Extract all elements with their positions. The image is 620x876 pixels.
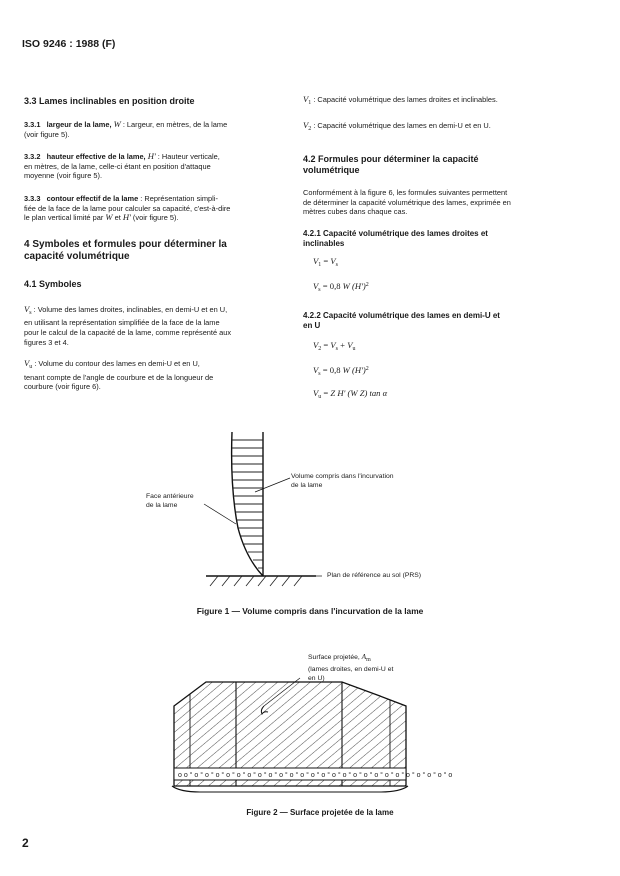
equation-4: $V_s = 0,8$ W $(H')^2$ [313,364,369,377]
svg-text:o o ° o ° o ° o ° o ° o ° o °: o o ° o ° o ° o ° o ° o ° o ° o ° o ° o ° o ° o ° o ° o ° o ° o ° o ° o ° o ° o ° o ° o ° o ° o ° o ° o [178,772,453,779]
figure-1-label-volume: Volume compris dans l'incurvation de la lame [291,473,394,489]
page-number: 2 [22,836,29,850]
leader-face [204,504,236,524]
equation-3: $V_2 = V_s + V_u$ [313,340,356,353]
equation-5: $V_u = Z$ H' (W Z) tan α [313,388,388,401]
figure-2-label: Surface projetée, $A_m$ (lames droites, en demi-U et en U) [308,652,394,682]
symbol-vs-definition: $V_s$ : Volume des lames droites, inclinables, en demi-U et en U, en utilisant la représentation simplifiée de la face de la lame pour le calcul de la capacité de la lame, comme représenté aux figures 3 et 4. [24,303,232,347]
section-4-1-heading: 4.1 Symboles [24,278,82,289]
volume-hatch-lines [232,440,263,568]
section-4-2-text: Conformément à la figure 6, les formules suivantes permettent de déterminer la capacité volumétrique des lames, exprimée en mètres cubes dans chaque cas. [303,188,511,217]
symbol-v1-definition: $V_1$ : Capacité volumétrique des lames droites et inclinables. [303,94,498,106]
section-4-heading: 4 Symboles et formules pour déterminer la capacité volumétrique [24,238,227,262]
figure-1-caption: Figure 1 — Volume compris dans l'incurvation de la lame [196,606,424,616]
figure-2-drawing [160,680,453,798]
section-4-2-2-heading: 4.2.2 Capacité volumétrique des lames en demi-U et en U [303,311,500,331]
section-3-3-3: 3.3.3 contour effectif de la lame : Représentation simpli- fiée de la face de la lame pour calculer sa capacité, c'est-à-dire le plan vertical limité par W et H' (voir figure 5). [24,193,231,223]
right-column [303,95,561,403]
section-4-2-heading: 4.2 Formules pour déterminer la capacité volumétrique [303,154,479,176]
figure-1-drawing [120,428,500,598]
cutting-edge-dots [178,771,452,779]
equation-2: $V_s = 0,8$ W $(H')^2$ [313,280,369,293]
figure-2-caption: Figure 2 — Surface projetée de la lame [246,808,394,817]
figure-1-label-face: Face antérieure de la lame [146,493,194,509]
left-column [24,96,282,392]
equation-1: $V_1 = V_s$ [313,255,339,268]
blade-bottom-runner [172,786,408,792]
symbol-v2-definition: $V_2$ : Capacité volumétrique des lames en demi-U et en U. [303,119,491,132]
figure-1-label-plan: Plan de référence au sol (PRS) [327,572,422,579]
section-3-3-heading: 3.3 Lames inclinables en position droite [24,96,195,106]
section-3-3-2: 3.3.2 hauteur effective de la lame, H' : Hauteur verticale, en mètres, de la lame, celle-ci étant en position d'attaque moyenne (voir figure 5). [24,151,220,181]
symbol-vu-definition: $V_u$ : Volume du contour des lames en demi-U et en U, tenant compte de l'angle de courbure et de la longueur de courbure (voir figure 6). [24,358,214,392]
ground-hatch [210,576,302,586]
section-4-2-1-heading: 4.2.1 Capacité volumétrique des lames droites et inclinables [303,228,488,248]
page-header: ISO 9246 : 1988 (F) [22,38,116,50]
section-3-3-1: 3.3.1 largeur de la lame, W : Largeur, en mètres, de la lame (voir figure 5). [24,119,228,139]
